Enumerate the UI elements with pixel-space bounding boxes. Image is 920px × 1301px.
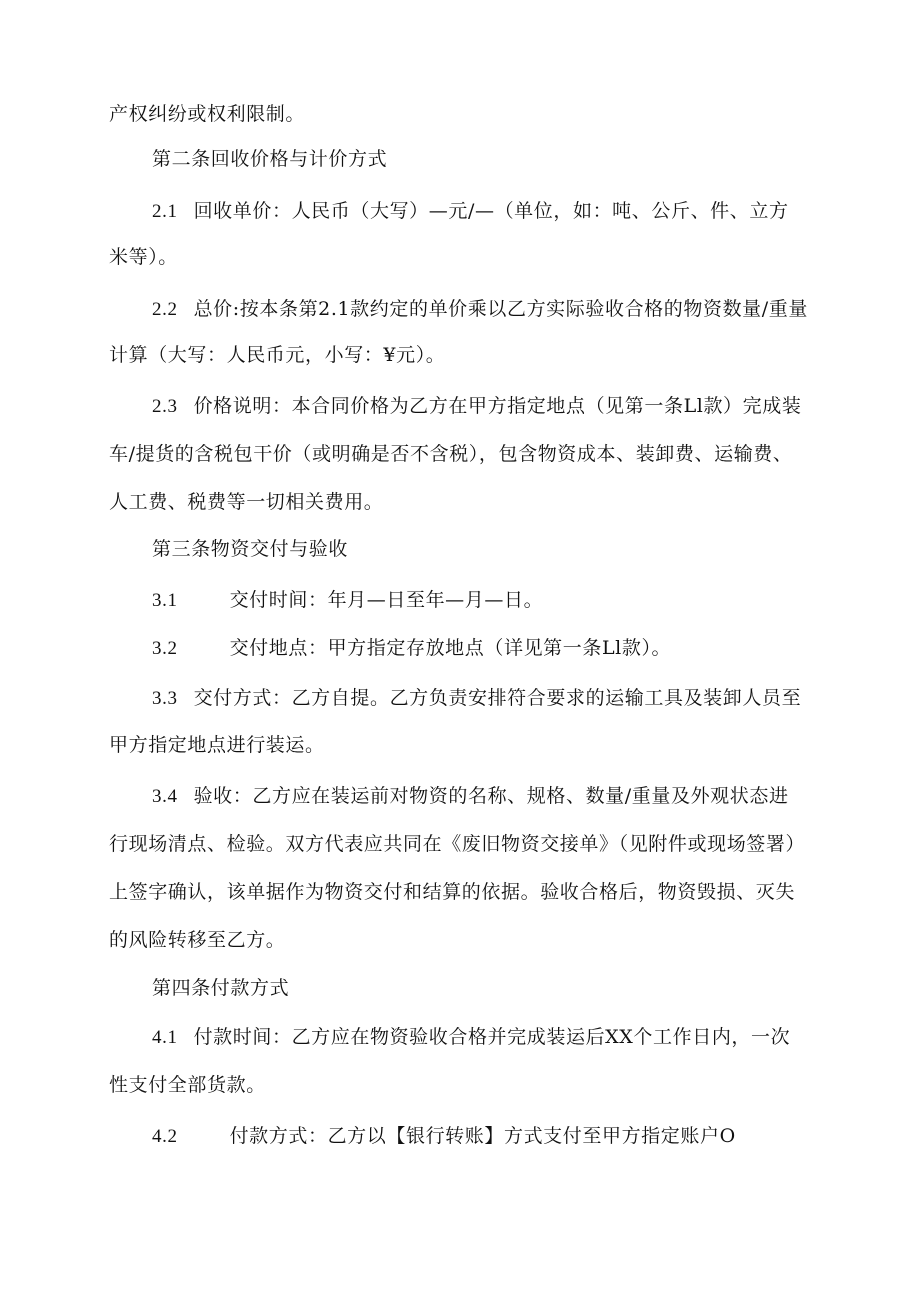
paragraph-line xyxy=(109,1073,266,1097)
line-text: 交付地点：甲方指定存放地点（详见第一条Ll款）。 xyxy=(229,637,672,659)
clause-number: 2.1 xyxy=(152,201,178,222)
clause-number: 3.4 xyxy=(152,786,178,807)
paragraph-line xyxy=(109,442,793,466)
line-text: 产权纠纷或权利限制。 xyxy=(109,103,306,125)
line-text: 回收单价：人民币（大写）—元/—（单位，如：吨、公斤、件、立方 xyxy=(193,200,789,222)
line-text: 米等）。 xyxy=(109,246,178,268)
clause-number: 2.2 xyxy=(152,299,178,320)
section-heading xyxy=(152,147,387,171)
clause-line xyxy=(152,636,671,661)
heading-text: 第三条物资交付与验收 xyxy=(152,538,349,560)
paragraph-line xyxy=(109,928,285,952)
clause-line xyxy=(152,297,808,322)
clause-number: 3.1 xyxy=(152,590,178,611)
clause-number: 3.3 xyxy=(152,688,178,709)
paragraph-line xyxy=(109,343,445,367)
section-heading xyxy=(152,537,348,561)
clause-line xyxy=(152,1025,790,1050)
line-text: 甲方指定地点进行装运。 xyxy=(109,734,325,756)
line-text: 价格说明：本合同价格为乙方在甲方指定地点（见第一条Ll款）完成装 xyxy=(193,395,802,417)
heading-text: 第四条付款方式 xyxy=(152,977,290,999)
clause-line xyxy=(152,1124,736,1149)
line-text: 交付方式：乙方自提。乙方负责安排符合要求的运输工具及装卸人员至 xyxy=(193,687,802,709)
clause-line xyxy=(152,394,801,419)
clause-line xyxy=(152,784,789,809)
section-heading xyxy=(152,976,289,1000)
line-text: 付款时间：乙方应在物资验收合格并完成装运后XX个工作日内，一次 xyxy=(193,1026,791,1048)
line-text: 总价:按本条第2.1款约定的单价乘以乙方实际验收合格的物资数量/重量 xyxy=(193,298,808,320)
paragraph-line xyxy=(109,733,325,757)
line-text: 人工费、税费等一切相关费用。 xyxy=(109,491,384,513)
paragraph-line xyxy=(109,102,305,126)
line-text: 的风险转移至乙方。 xyxy=(109,929,286,951)
clause-line xyxy=(152,199,789,224)
clause-line xyxy=(152,686,801,711)
clause-number: 3.2 xyxy=(152,638,178,659)
line-text: 验收：乙方应在装运前对物资的名称、规格、数量/重量及外观状态进 xyxy=(193,785,789,807)
paragraph-line xyxy=(109,490,383,514)
paragraph-line xyxy=(109,832,805,856)
paragraph-line xyxy=(109,245,178,269)
clause-number: 2.3 xyxy=(152,396,178,417)
line-text: 上签字确认，该单据作为物资交付和结算的依据。验收合格后，物资毁损、灭失 xyxy=(109,881,796,903)
line-text: 车/提货的含税包干价（或明确是否不含税），包含物资成本、装卸费、运输费、 xyxy=(109,443,793,465)
line-text: 付款方式：乙方以【银行转账】方式支付至甲方指定账户O xyxy=(229,1125,736,1147)
line-text: 性支付全部货款。 xyxy=(109,1074,266,1096)
clause-line xyxy=(152,588,543,613)
line-text: 交付时间：年月—日至年—月—日。 xyxy=(229,589,544,611)
line-text: 行现场清点、检验。双方代表应共同在《废旧物资交接单》（见附件或现场签署） xyxy=(109,833,806,855)
line-text: 计算（大写：人民币元，小写：¥元）。 xyxy=(109,344,446,366)
paragraph-line xyxy=(109,880,795,904)
clause-number: 4.2 xyxy=(152,1126,178,1147)
clause-number: 4.1 xyxy=(152,1027,178,1048)
heading-text: 第二条回收价格与计价方式 xyxy=(152,148,388,170)
